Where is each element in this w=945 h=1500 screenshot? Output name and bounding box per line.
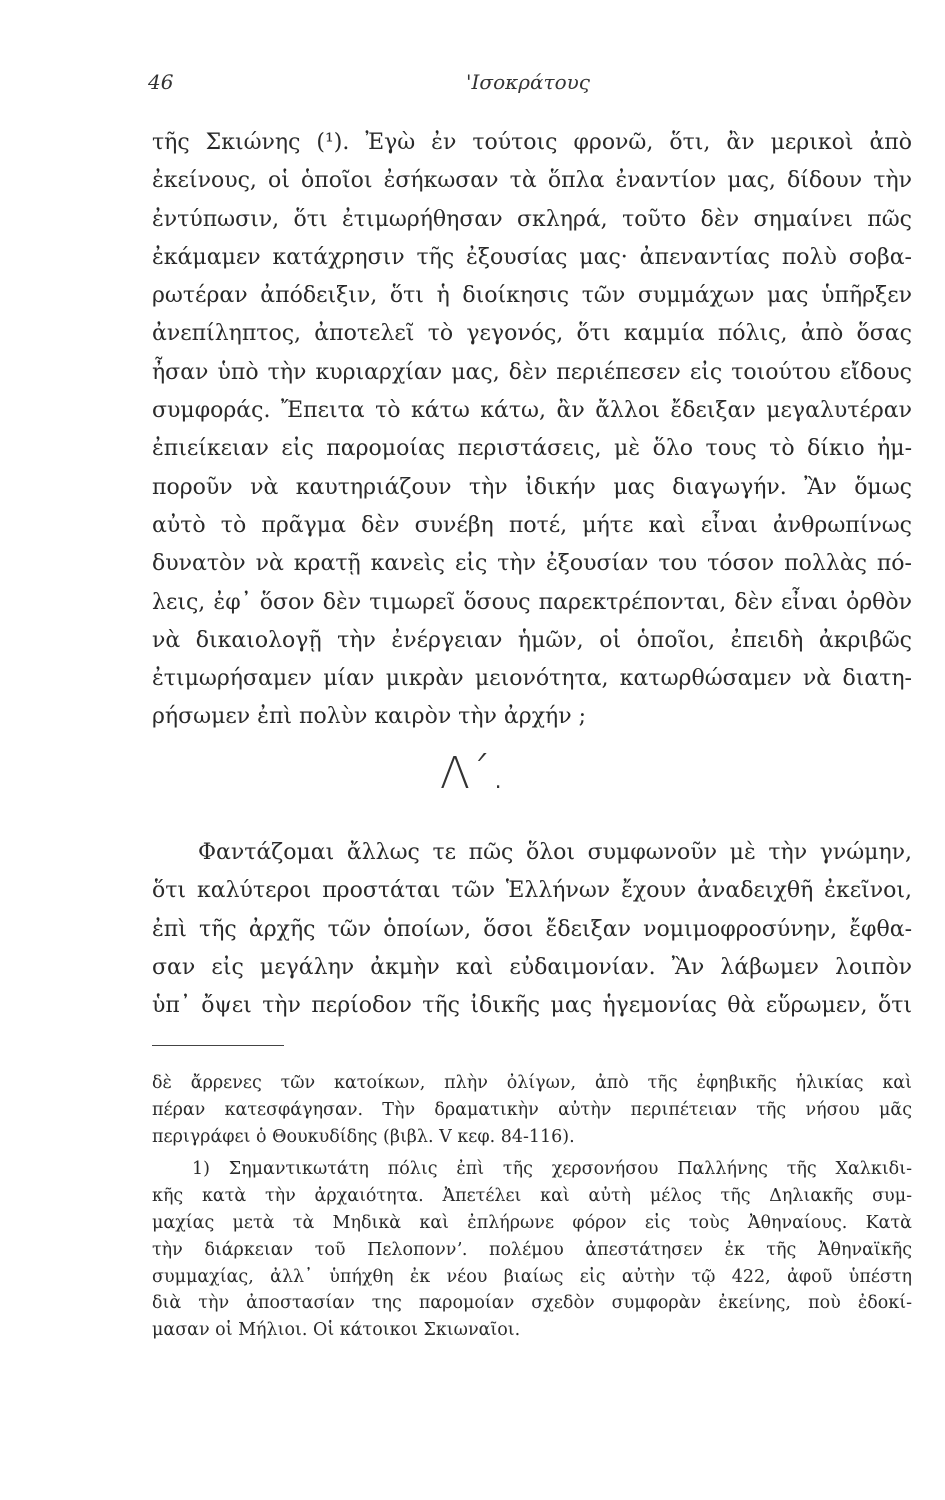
text-line: ρωτέραν ἀπόδειξιν, ὅτι ἡ διοίκησις τῶν συμμάχων μας ὑπῆρξεν [152,283,912,309]
text-line: ἐκείνους, οἱ ὁποῖοι ἐσήκωσαν τὰ ὅπλα ἐναντίον μας, δίδουν τὴν [152,168,912,194]
footnotes-block [152,1070,912,1344]
footnote-line: συμμαχίας, ἀλλ᾽ ὑπήχθη ἐκ νέου βιαίως εἰς αὐτὴν τῷ 422, ἀφοῦ ὑπέστη [152,1266,912,1287]
text-line: ὅτι καλύτεροι προστάται τῶν Ἑλλήνων ἔχουν ἀναδειχθῆ ἐκεῖνοι, [152,878,912,904]
text-line: ἐπὶ τῆς ἀρχῆς τῶν ὁποίων, ὅσοι ἔδειξαν νομιμοφροσύνην, ἔφθα- [152,916,912,942]
text-line: ἦσαν ὑπὸ τὴν κυριαρχίαν μας, δὲν περιέπεσεν εἰς τοιούτου εἴδους [152,359,912,385]
text-line: τῆς Σκιώνης (¹). Ἐγὼ ἐν τούτοις φρονῶ, ὅτι, ἂν μερικοὶ ἀπὸ [152,130,912,155]
text-line: ρήσωμεν ἐπὶ πολὺν καιρὸν τὴν ἀρχήν ; [152,704,586,730]
footnote-line: διὰ τὴν ἀποστασίαν της παρομοίαν σχεδὸν συμφορὰν ἐκείνης, ποὺ ἐδοκί- [152,1293,912,1314]
footnote-line: μασαν οἱ Μήλιοι. Οἱ κάτοικοι Σκιωναῖοι. [152,1320,521,1341]
text-line: αὐτὸ τὸ πρᾶγμα δὲν συνέβη ποτέ, μήτε καὶ εἶναι ἀνθρωπίνως [152,512,912,538]
section-text-block [152,834,912,1025]
section-heading: Λ΄. [439,748,506,799]
text-line: ἐντύπωσιν, ὅτι ἐτιμωρήθησαν σκληρά, τοῦτο δὲν σημαίνει πῶς [152,206,912,232]
text-line: Φαντάζομαι ἄλλως τε πῶς ὅλοι συμφωνοῦν μὲ τὴν γνώμην, [198,840,912,865]
text-line: δυνατὸν νὰ κρατῇ κανεὶς εἰς τὴν ἐξουσίαν του τόσον πολλὰς πό- [152,551,912,577]
text-line: ἀνεπίληπτος, ἀποτελεῖ τὸ γεγονός, ὅτι καμμία πόλις, ἀπὸ ὅσας [152,321,912,347]
text-line: ὑπ᾽ ὄψει τὴν περίοδον τῆς ἰδικῆς μας ἡγεμονίας θὰ εὕρωμεν, ὅτι [152,993,912,1019]
text-line: ἐπιείκειαν εἰς παρομοίας περιστάσεις, μὲ ὅλο τους τὸ δίκιο ἠμ- [152,436,912,462]
footnote-line: πέραν κατεσφάγησαν. Τὴν δραματικὴν αὐτὴν περιπέτειαν τῆς νήσου μᾶς [152,1099,912,1120]
footnote-line: μαχίας μετὰ τὰ Μηδικὰ καὶ ἐπλήρωνε φόρον εἰς τοὺς Ἀθηναίους. Κατὰ [152,1212,912,1233]
text-line: ποροῦν νὰ καυτηριάζουν τὴν ἰδικήν μας διαγωγήν. Ἂν ὅμως [152,474,912,500]
footnote-line: τὴν διάρκειαν τοῦ Πελοποννʼ. πολέμου ἀπεστάτησεν ἐκ τῆς Ἀθηναϊκῆς [152,1239,912,1260]
footnote-line: περιγράφει ὁ Θουκυδίδης (βιβλ. V κεφ. 84-116). [152,1126,575,1147]
text-line: ἐκάμαμεν κατάχρησιν τῆς ἐξουσίας μας· ἀπεναντίας πολὺ σοβα- [152,244,912,270]
text-line: νὰ δικαιολογῇ τὴν ἐνέργειαν ἡμῶν, οἱ ὁποῖοι, ἐπειδὴ ἀκριβῶς [152,627,912,653]
main-text-block [152,124,912,737]
footnote-line: 1) Σημαντικωτάτη πόλις ἐπὶ τῆς χερσονήσου Παλλήνης τῆς Χαλκιδι- [192,1159,912,1180]
text-line: σαν εἰς μεγάλην ἀκμὴν καὶ εὐδαιμονίαν. Ἂν λάβωμεν λοιπὸν [152,954,912,980]
footnote-line: κῆς κατὰ τὴν ἀρχαιότητα. Ἀπετέλει καὶ αὐτὴ μέλος τῆς Δηλιακῆς συμ- [152,1186,912,1207]
text-line: λεις, ἐφ᾽ ὅσον δὲν τιμωρεῖ ὅσους παρεκτρέπονται, δὲν εἶναι ὀρθὸν [152,589,912,615]
page-number: 46 [148,70,174,94]
text-line: ἐτιμωρήσαμεν μίαν μικρὰν μειονότητα, κατωρθώσαμεν νὰ διατη- [152,666,912,692]
running-title: 'Ισοκράτους [466,70,590,94]
footnote-divider [152,1045,284,1046]
footnote-line: δὲ ἄρρενες τῶν κατοίκων, πλὴν ὀλίγων, ἀπὸ τῆς ἐφηβικῆς ἡλικίας καὶ [152,1073,912,1093]
text-line: συμφοράς. Ἔπειτα τὸ κάτω κάτω, ἂν ἄλλοι ἔδειξαν μεγαλυτέραν [152,398,912,424]
page-header [148,70,908,104]
